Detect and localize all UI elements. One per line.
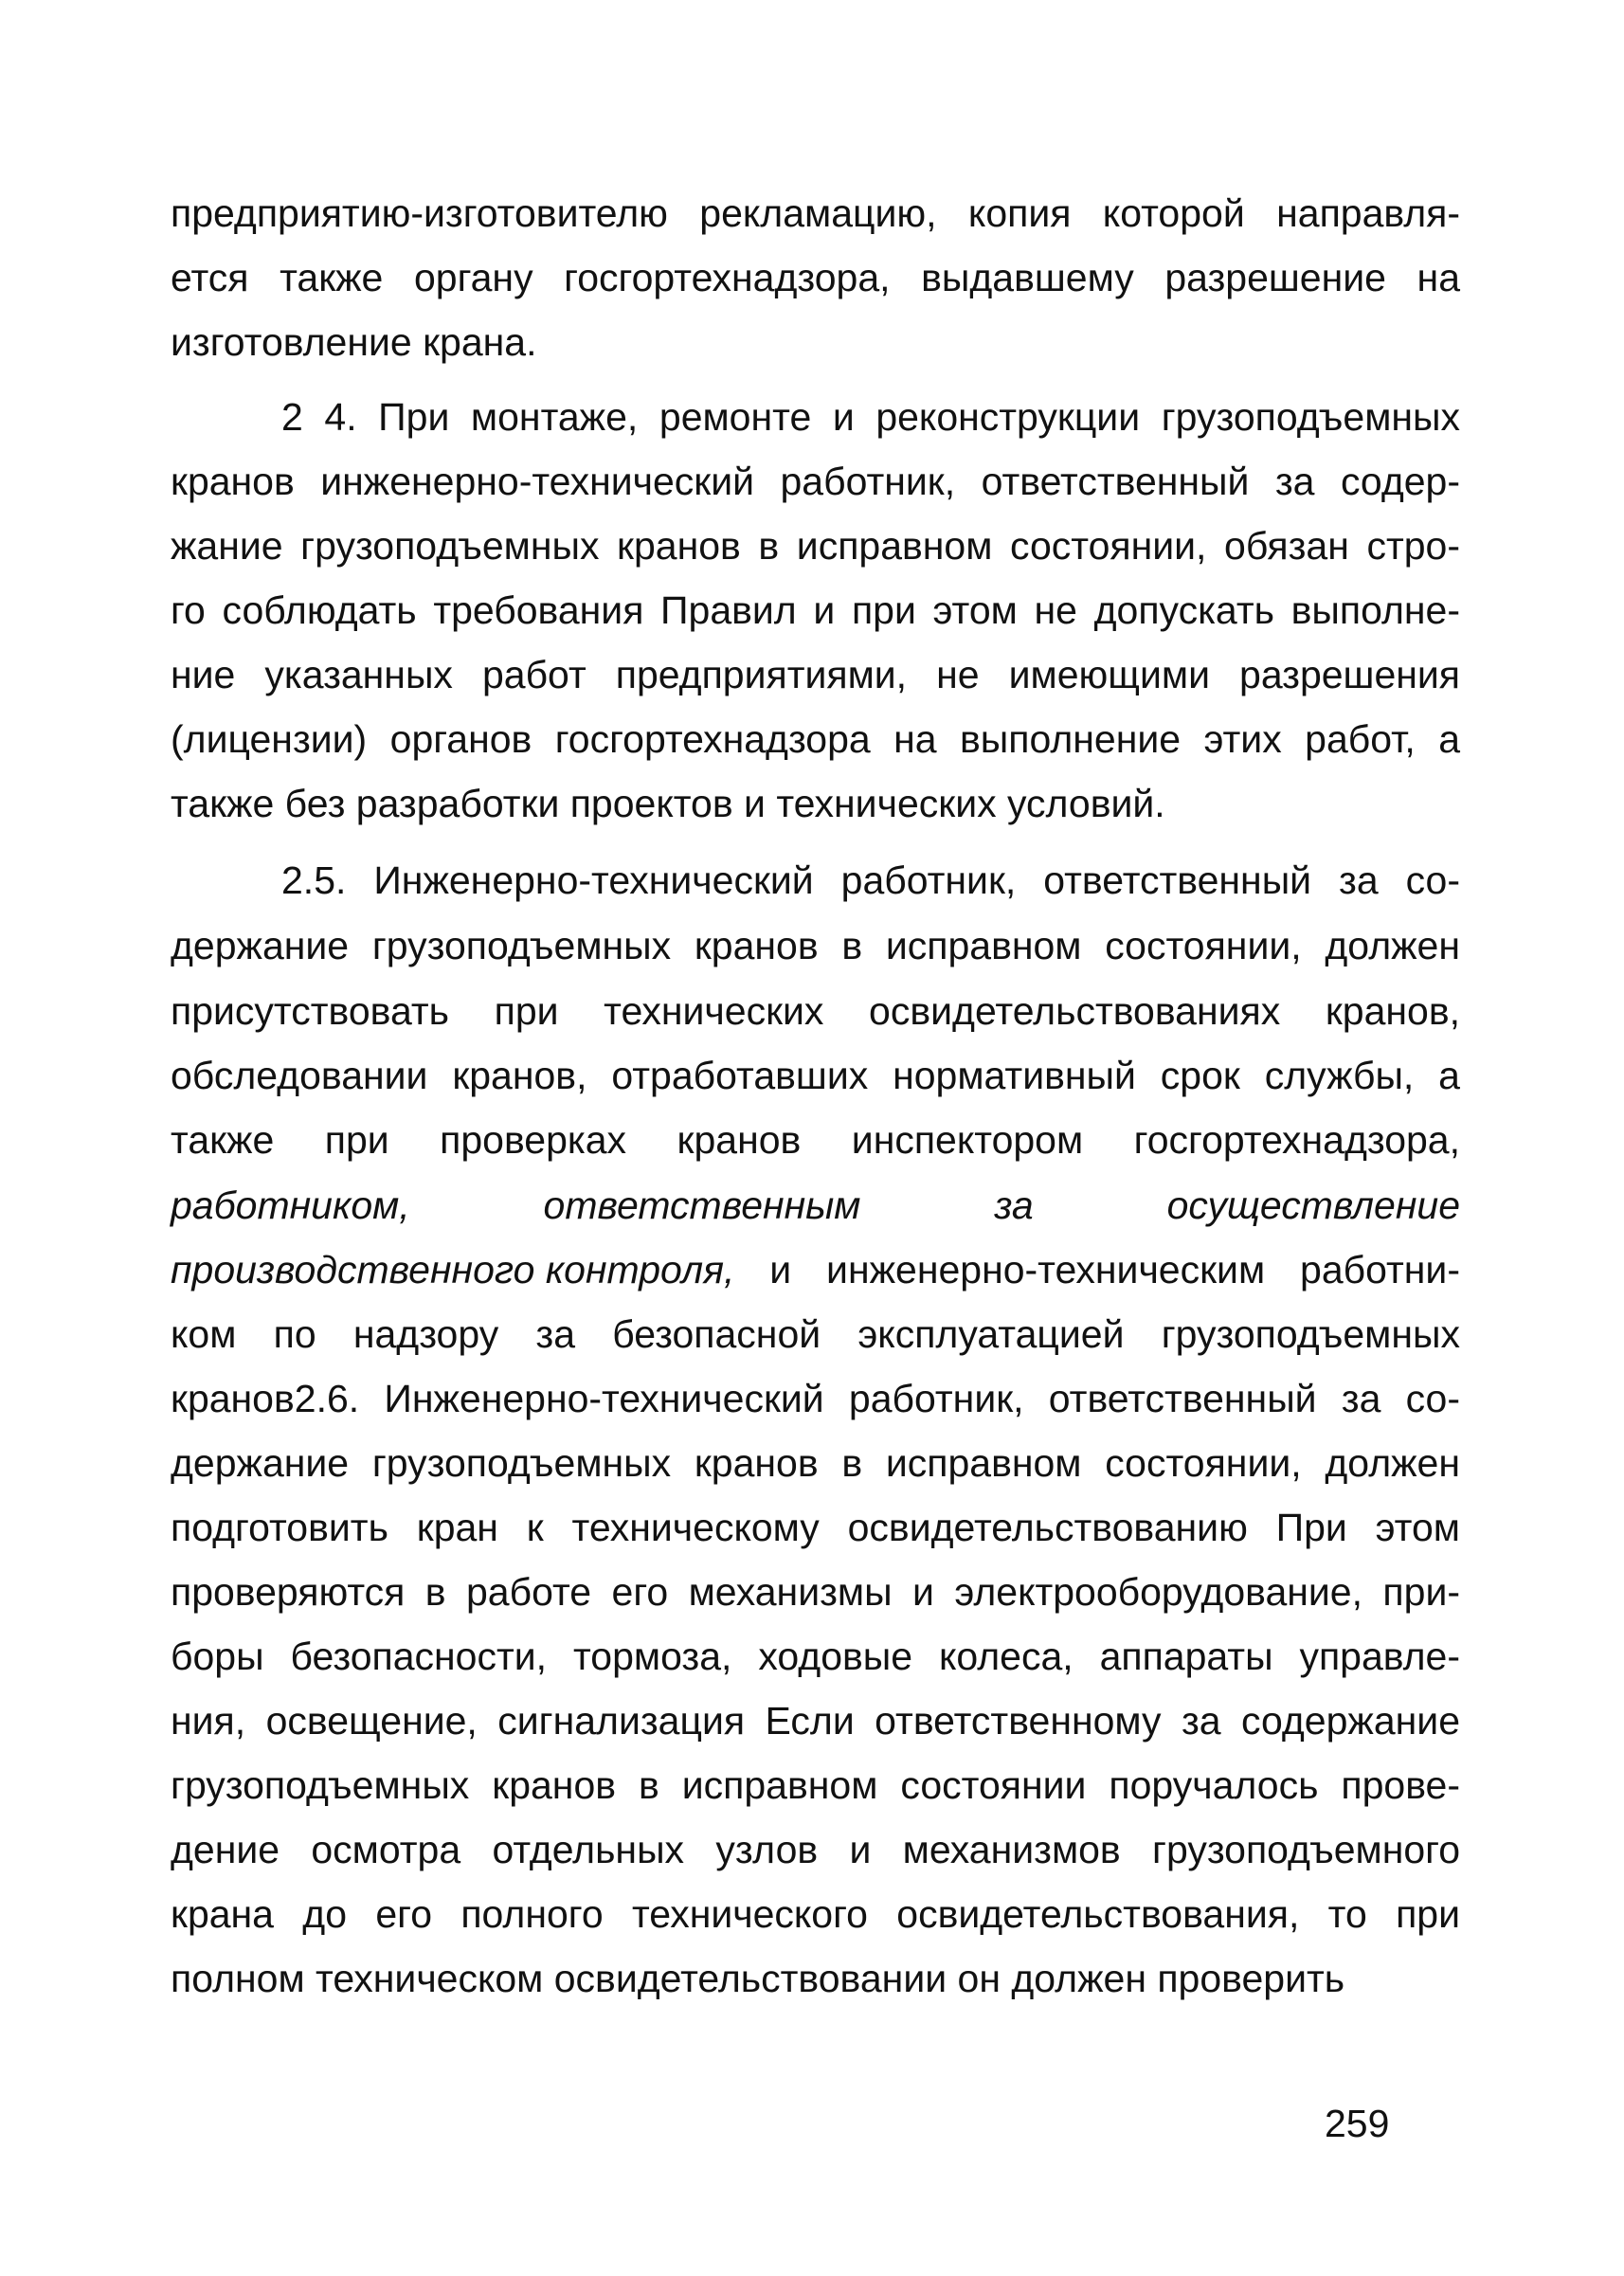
text-line: подготовить кран к техническому освидетельствованию При этом <box>171 1506 1460 1549</box>
text-line: (лицензии) органов госгортехнадзора на выполнение этих работ, а <box>171 717 1460 761</box>
text-segment: и инженерно-техническим работни- <box>734 1248 1460 1292</box>
text-line: ком по надзору за безопасной эксплуатацией грузоподъемных <box>171 1312 1460 1356</box>
text-line: дение осмотра отдельных узлов и механизмов грузоподъемного <box>171 1828 1460 1871</box>
text-line: проверяются в работе его механизмы и электрооборудование, при- <box>171 1570 1460 1614</box>
text-line: жание грузоподъемных кранов в исправном состоянии, обязан стро- <box>171 524 1460 568</box>
italic-text-line: работником, ответственным за осуществление <box>171 1183 1460 1227</box>
text-line: ется также органу госгортехнадзора, выдавшему разрешение на <box>171 256 1460 299</box>
text-line: ния, освещение, сигнализация Если ответственному за содержание <box>171 1699 1460 1743</box>
text-line: боры безопасности, тормоза, ходовые колеса, аппараты управле- <box>171 1635 1460 1678</box>
text-line: также без разработки проектов и технических условий. <box>171 782 1165 825</box>
paragraph-start-2-6: кранов2.6. Инженерно-технический работник, ответственный за со- <box>171 1377 1460 1420</box>
mixed-text-line <box>171 1246 1460 1293</box>
paragraph-start-2-5: 2.5. Инженерно-технический работник, ответственный за со- <box>281 858 1460 902</box>
page-number: 259 <box>1325 2102 1390 2145</box>
paragraph-start-2-4: 2 4. При монтаже, ремонте и реконструкции грузоподъемных <box>281 395 1460 439</box>
text-line: грузоподъемных кранов в исправном состоянии поручалось прове- <box>171 1763 1460 1807</box>
text-line: присутствовать при технических освидетельствованиях кранов, <box>171 989 1460 1033</box>
text-line: держание грузоподъемных кранов в исправном состоянии, должен <box>171 1441 1460 1485</box>
text-line: обследовании кранов, отработавших нормативный срок службы, а <box>171 1054 1460 1097</box>
text-line: го соблюдать требования Правил и при этом не допускать выполне- <box>171 588 1460 632</box>
text-line: крана до его полного технического освидетельствования, то при <box>171 1892 1460 1936</box>
text-line: полном техническом освидетельствовании он должен проверить <box>171 1957 1345 2000</box>
italic-phrase: производственного контроля, <box>171 1248 735 1292</box>
text-line: предприятию-изготовителю рекламацию, копия которой направля- <box>171 191 1460 235</box>
text-line: изготовление крана. <box>171 320 537 364</box>
text-line: держание грузоподъемных кранов в исправном состоянии, должен <box>171 924 1460 967</box>
text-line: ние указанных работ предприятиями, не имеющими разрешения <box>171 653 1460 696</box>
text-line: также при проверках кранов инспектором госгортехнадзора, <box>171 1118 1460 1162</box>
text-line: кранов инженерно-технический работник, ответственный за содер- <box>171 460 1460 503</box>
